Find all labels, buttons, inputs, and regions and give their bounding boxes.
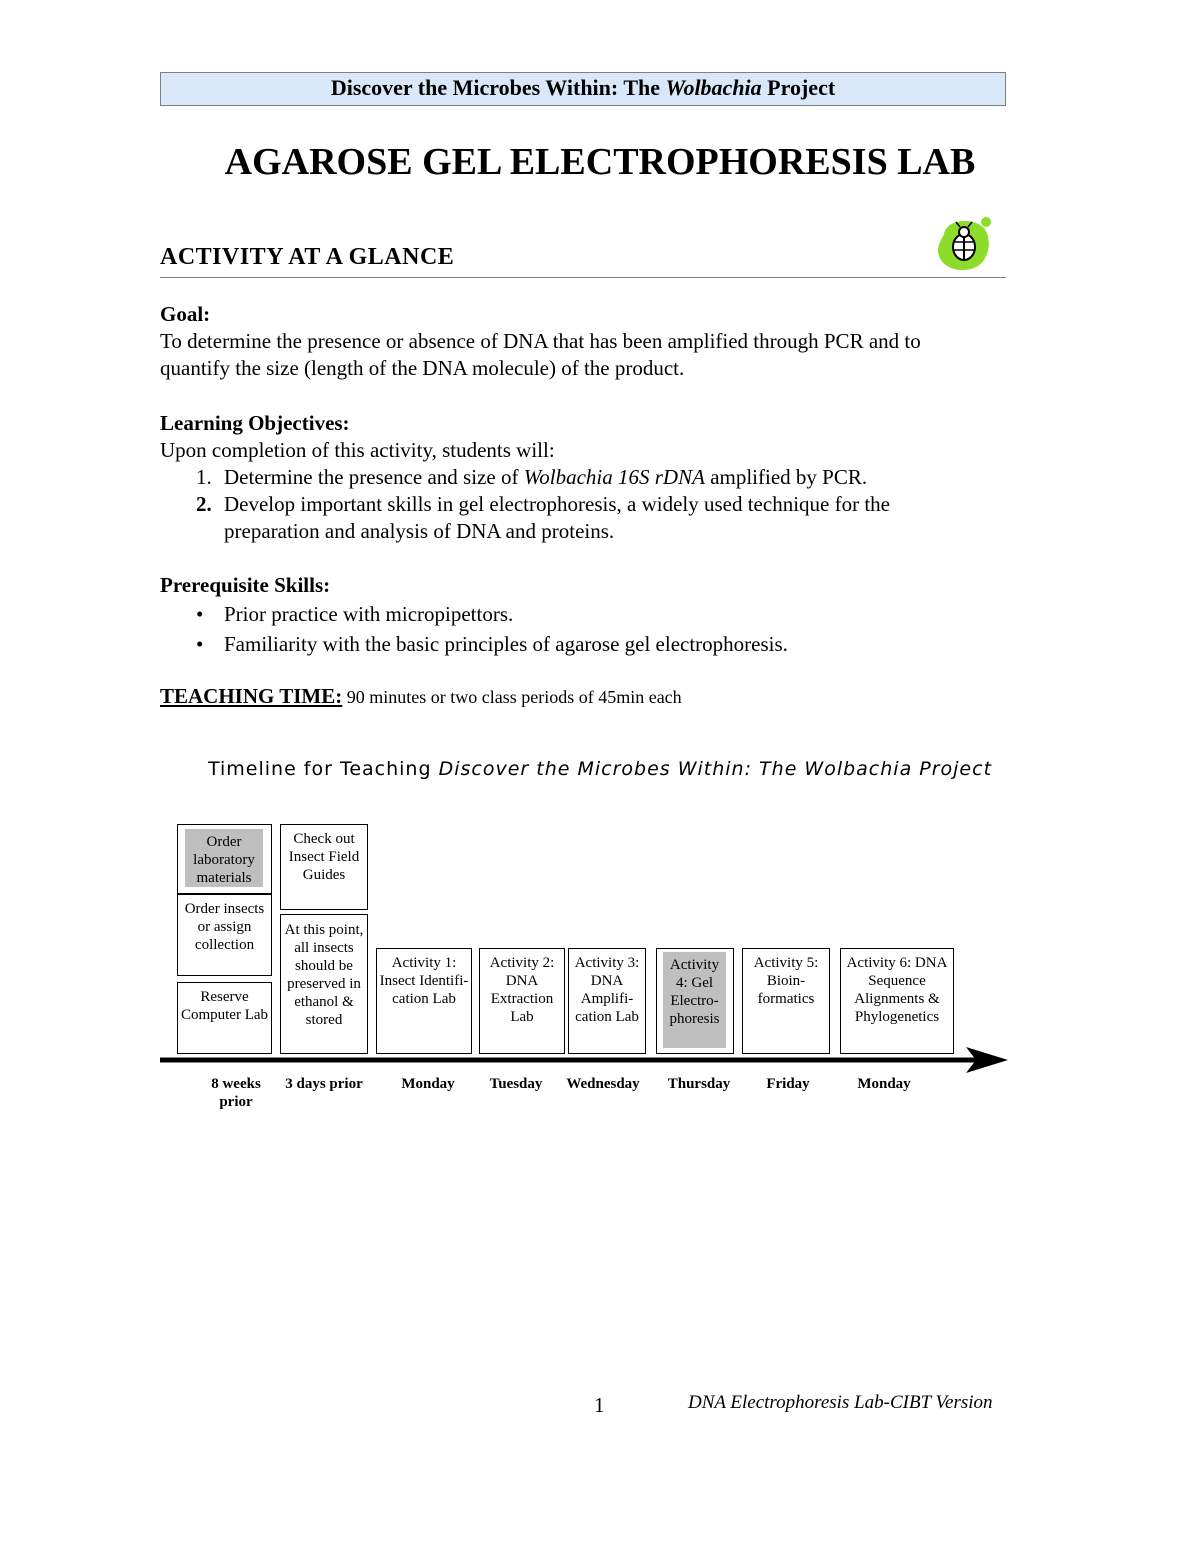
timeline-title-prefix: Timeline for Teaching [207, 758, 439, 780]
activity-box: Activity 2: DNA Extraction Lab [479, 948, 565, 1054]
bullet: • [196, 602, 204, 626]
timeline-box [177, 824, 272, 894]
teaching-time-value: 90 minutes or two class periods of 45min each [342, 687, 682, 707]
timeline-box: Order insects or assign collection [177, 894, 272, 976]
timeline-box-label: Order laboratory materials [185, 829, 263, 887]
footer-version: DNA Electrophoresis Lab-CIBT Version [688, 1392, 993, 1413]
goal-text-line1: To determine the presence or absence of DNA that has been amplified through PCR and to [160, 329, 921, 353]
banner-suffix: Project [761, 75, 836, 100]
objective-text-end: amplified by PCR. [704, 465, 868, 489]
timeline-title-italic: Discover the Microbes Within: The Wolbachia Project [438, 758, 993, 780]
beetle-logo-icon [934, 214, 994, 274]
timeline-day-label: 3 days prior [285, 1076, 363, 1092]
bullet: • [196, 632, 204, 656]
prereq-label: Prerequisite Skills: [160, 573, 331, 597]
list-item [160, 629, 1060, 659]
list-item [160, 464, 1060, 491]
timeline-day-label: 8 weeks prior [211, 1076, 261, 1110]
teaching-time-label: TEACHING TIME: [160, 684, 343, 708]
timeline-box: At this point, all insects should be preserved in ethanol & stored [280, 914, 368, 1054]
list-item [160, 491, 1060, 518]
teaching-time [160, 684, 682, 709]
timeline-day-label: Monday [857, 1076, 911, 1092]
timeline-day-label: Tuesday [489, 1076, 543, 1092]
list-item [160, 599, 1060, 629]
timeline-box: Check out Insect Field Guides [280, 824, 368, 910]
list-number: 2. [196, 492, 212, 516]
objective-text-continued: preparation and analysis of DNA and proteins. [224, 519, 615, 543]
objective-text: Determine the presence and size of [224, 465, 524, 489]
prereq-section [160, 572, 1060, 659]
page-title: AGAROSE GEL ELECTROPHORESIS LAB [224, 141, 976, 183]
banner-italic: Wolbachia [665, 75, 762, 100]
prereq-item: Familiarity with the basic principles of agarose gel electrophoresis. [224, 632, 788, 656]
timeline-day-label: Wednesday [566, 1076, 640, 1092]
activity-box-label: Activity 4: Gel Electro-phoresis [663, 952, 726, 1048]
section-divider [160, 277, 1006, 278]
objectives-intro: Upon completion of this activity, students will: [160, 438, 555, 462]
prereq-item: Prior practice with micropipettors. [224, 602, 514, 626]
objectives-section [160, 410, 1060, 545]
activity-box: Activity 3: DNA Amplifi-cation Lab [568, 948, 646, 1054]
list-number: 1. [196, 465, 212, 489]
timeline-day-label: Monday [401, 1076, 455, 1092]
objectives-label: Learning Objectives: [160, 411, 350, 435]
goal-section [160, 301, 1060, 382]
activity-box: Activity 1: Insect Identifi-cation Lab [376, 948, 472, 1054]
timeline-day-label: Friday [766, 1076, 810, 1092]
goal-text-line2: quantify the size (length of the DNA molecule) of the product. [160, 356, 685, 380]
activity-box: Activity 5: Bioin-formatics [742, 948, 830, 1054]
objective-italic: Wolbachia 16S rDNA [523, 465, 705, 489]
timeline-day-label: Thursday [667, 1076, 731, 1092]
header-banner [160, 72, 1006, 106]
section-heading: ACTIVITY AT A GLANCE [160, 244, 455, 270]
timeline-title [160, 758, 1040, 780]
page-number: 1 [594, 1393, 605, 1417]
objective-text: Develop important skills in gel electrophoresis, a widely used technique for the [224, 492, 890, 516]
activity-box [656, 948, 734, 1054]
activity-box: Activity 6: DNA Sequence Alignments & Phylogenetics [840, 948, 954, 1054]
goal-label: Goal: [160, 302, 211, 326]
timeline-box: Reserve Computer Lab [177, 982, 272, 1054]
banner-prefix: Discover the Microbes Within: The [330, 75, 666, 100]
